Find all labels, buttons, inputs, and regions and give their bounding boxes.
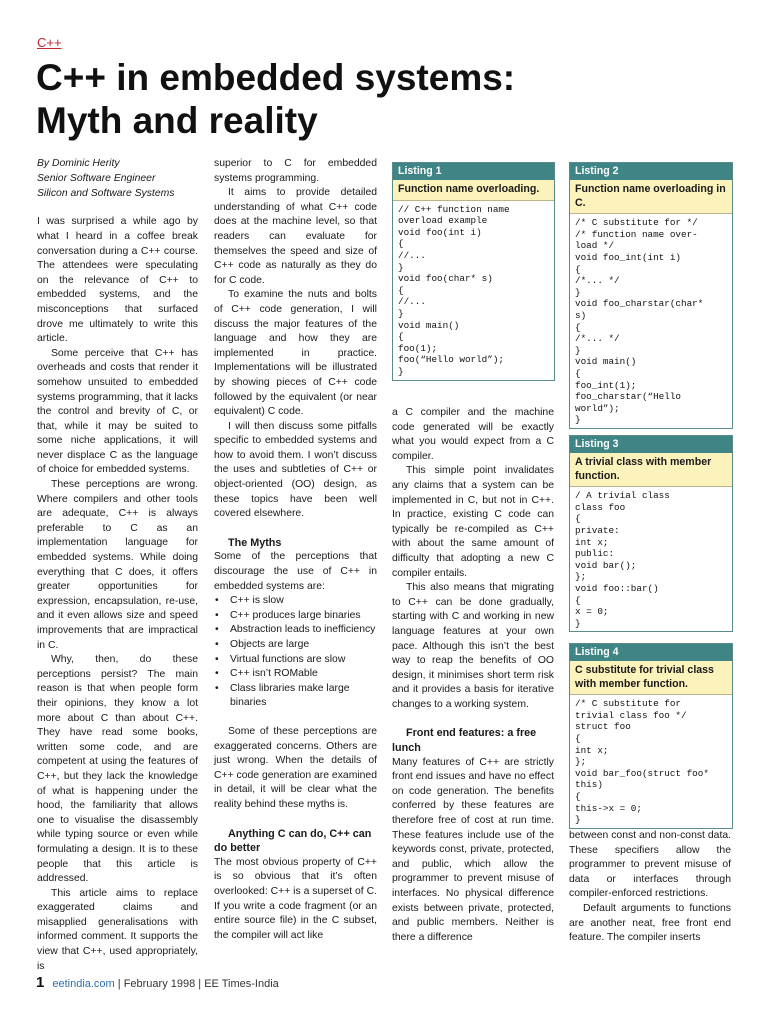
page-number: 1 <box>36 974 45 991</box>
section-tag[interactable]: C++ <box>37 35 62 50</box>
author-role: Senior Software Engineer <box>37 172 156 184</box>
listing-title: Function name overloading in C. <box>570 180 732 214</box>
column-1 <box>37 157 198 974</box>
spacer <box>214 522 377 536</box>
list-item: • C++ isn’t ROMable <box>230 667 377 682</box>
code-block: / A trivial class class foo { private: int x; public: void bar(); }; void foo::bar() { x = 0; } <box>575 490 670 629</box>
listing-label: Listing 2 <box>570 163 732 180</box>
listing-3-box <box>569 435 733 632</box>
paragraph: I was surprised a while ago by what I heard in a coffee break conversation during a C++ course. The attendees were speculating on the relevance of C++ to embedded systems, and the misconceptions that surfaced drove me ultimately to write this article. <box>37 216 198 345</box>
paragraph: This also means that migrating to C++ can be done gradually, starting with C and working in new language features at your own pace. Although this isn’t the best way to reap the benefits of OO design, it minimises short term risk and it provides a basis for iterative changes to a working system. <box>392 582 554 710</box>
author-name: By Dominic Herity <box>37 158 120 169</box>
paragraph: To examine the nuts and bolts of C++ code generation, I will discuss the major features of the language and how they are implemented in practice. Implementations will be illustrated by showing pieces of C++ code followed by the equivalent (or near equivalent) C code. <box>214 289 377 418</box>
paragraph: Some perceive that C++ has overheads and costs that render it somehow unsuited to embedded systems programming, that it lacks the control and brevity of C, or that, while it may be suited to some niche applications, it will never displace C as the language of choice for embedded systems. <box>37 347 198 476</box>
paragraph: These perceptions are wrong. Where compilers and other tools are adequate, C++ is always preferable to C as an implementation language for embedded systems. While doing everything that C does, it offers greater opportunities for expression, encapsulation, re-use, and it even allows size and speed improvements that are impractical in C. <box>37 479 198 651</box>
title-line-1: C++ in embedded systems: <box>36 57 516 98</box>
list-item: • Abstraction leads to inefficiency <box>230 623 377 638</box>
listing-2-box <box>569 162 733 429</box>
list-item: • Virtual functions are slow <box>230 653 377 668</box>
author-company: Silicon and Software Systems <box>37 187 175 199</box>
listing-label: Listing 4 <box>570 644 732 661</box>
spacer <box>37 201 198 215</box>
paragraph: a C compiler and the machine code generated will be exactly what you would expect from a C compiler. <box>392 407 554 462</box>
paragraph: The most obvious property of C++ is so obvious that it’s often overlooked: C++ is a superset of C. If you write a code fragment (or an entire source file) in the C subset, the compiler will act like <box>214 856 377 941</box>
column-3 <box>392 406 554 945</box>
list-item: • Class libraries make large binaries <box>230 682 377 711</box>
listing-4-box <box>569 643 733 829</box>
paragraph: Why, then, do these perceptions persist? The main reason is that when people form their opinions, they know a lot more about C than about C++. They have read some books, written some code, and are competent at using the features of C++, but they lack the knowledge of what is happening under the hood, the familiarity that allows one to visualise the disassembly while typing source or even while formulating a design. It is to these people that this article is addressed. <box>37 654 198 885</box>
subheading-frontend: Front end features: a free lunch <box>392 727 537 755</box>
paragraph: Default arguments to functions are another neat, free front end feature. The compiler inserts <box>569 902 731 944</box>
footer-info: | February 1998 | EE Times-India <box>114 978 279 990</box>
myths-list <box>214 594 377 711</box>
page-footer <box>36 974 279 991</box>
spacer <box>214 813 377 827</box>
paragraph: superior to C for embedded systems programming. <box>214 158 377 184</box>
listing-1-box <box>392 162 555 381</box>
paragraph: It aims to provide detailed understanding of what C++ code does at the machine level, so that readers can evaluate for themselves the speed and size of C++ code as naturally as they do for C code. <box>214 187 377 286</box>
subheading-anything: Anything C can do, C++ can do better <box>214 827 372 855</box>
code-block: /* C substitute for trivial class foo */ struct foo { int x; }; void bar_foo(struct foo* this) { this->x = 0; } <box>575 698 709 826</box>
listing-label: Listing 3 <box>570 436 732 453</box>
list-item: • Objects are large <box>230 638 377 653</box>
paragraph: I will then discuss some pitfalls specific to embedded systems and how to avoid them. I won’t discuss the uses and subtleties of C++ or object-oriented (OO) design, as these topics have been well covered elsewhere. <box>214 420 377 520</box>
title-line-2: Myth and reality <box>36 100 318 141</box>
site-link[interactable]: eetindia.com <box>52 978 115 990</box>
listing-title: Function name overloading. <box>393 180 554 201</box>
code-block: /* C substitute for */ /* function name over- load */ void foo_int(int i) { /*... */ } void foo_charstar(char* s) { /*... */ } void main() { foo_int(1); foo_charstar(“Hello world”); } <box>575 217 704 426</box>
paragraph: This article aims to replace exaggerated claims and misapplied generalisations with informed comment. It supports the view that C++, used appropriately, is <box>37 887 198 972</box>
column-4 <box>569 829 731 946</box>
listing-title: A trivial class with member function. <box>570 453 732 487</box>
paragraph: Many features of C++ are strictly front end issues and have no effect on code generation. The benefits conferred by these features are therefore free of cost at run time. These features include use of the keywords const, private, protected, and public, which allow the programmer to prevent misuse of interfaces. No physical difference exists between private, protected, and public members. Neither is there a difference <box>392 756 554 943</box>
paragraph: between const and non-const data. These specifiers allow the programmer to prevent misuse of data or interfaces through compiler-enforced restrictions. <box>569 830 731 900</box>
paragraph: Some of the perceptions that discourage the use of C++ in embedded systems are: <box>214 551 377 592</box>
article-title <box>36 56 515 142</box>
paragraph: Some of these perceptions are exaggerated concerns. Others are just wrong. When the details of C++ code generation are examined in detail, it will be clear what the reality behind these myths is. <box>214 725 377 810</box>
spacer <box>214 711 377 725</box>
subheading-myths: The Myths <box>228 536 282 549</box>
paragraph: This simple point invalidates any claims that a system can be implemented in C, but not in C++. In practice, existing C code can typically be re-compiled as C++ with about the same amount of difficulty that adopting a new C compiler entails. <box>392 465 554 579</box>
byline <box>37 157 198 201</box>
code-block: // C++ function name overload example void foo(int i) { //... } void foo(char* s) { //... } void main() { foo(1); foo(“Hello world”); } <box>398 203 510 377</box>
column-2 <box>214 157 377 943</box>
list-item: • C++ is slow <box>230 594 377 609</box>
listing-label: Listing 1 <box>393 163 554 180</box>
listing-title: C substitute for trivial class with member function. <box>570 661 732 695</box>
spacer <box>392 712 554 726</box>
list-item: • C++ produces large binaries <box>230 609 377 624</box>
